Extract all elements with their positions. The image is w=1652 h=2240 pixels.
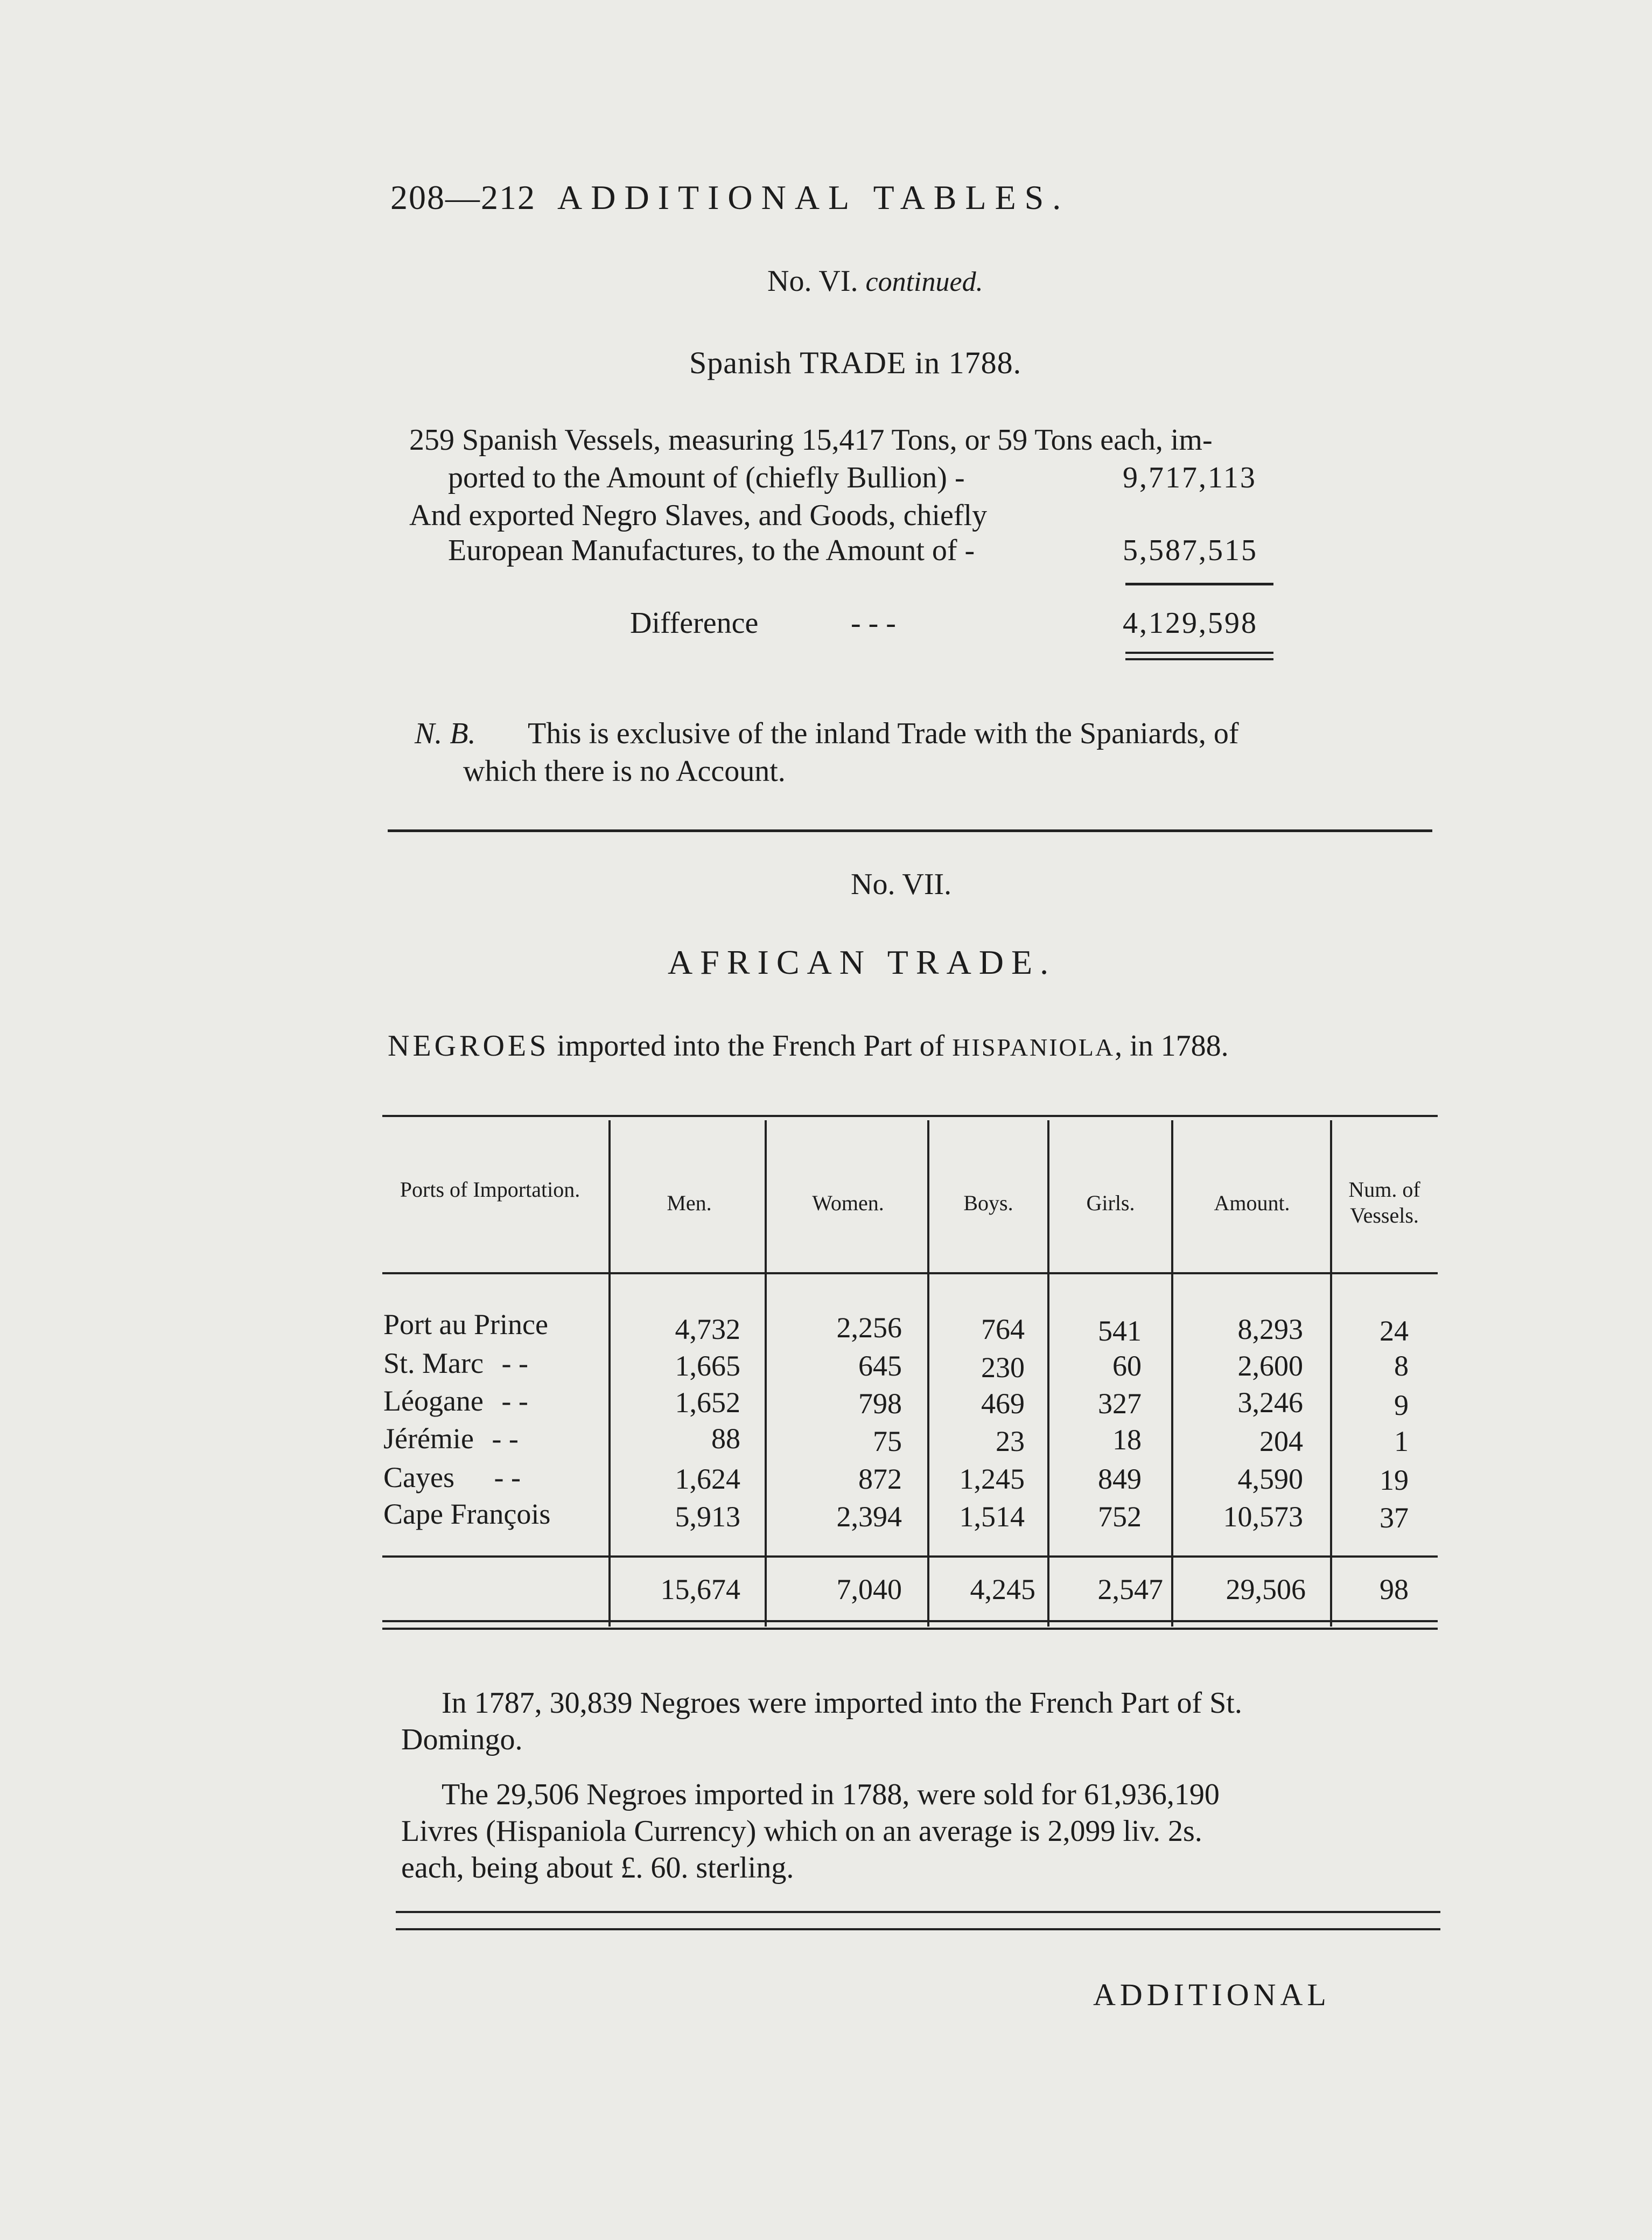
total-vessels: 98 (1380, 1573, 1409, 1606)
row-3-girls: 327 (1098, 1387, 1142, 1420)
row-6-women: 2,394 (836, 1501, 902, 1533)
table-title (388, 1029, 1229, 1063)
row-5-amount: 4,590 (1237, 1463, 1303, 1495)
page-numbers: 208—212 (390, 178, 536, 217)
difference-rule-top (1125, 583, 1273, 585)
row-3-women: 798 (858, 1387, 902, 1420)
section-separator-2a (396, 1911, 1440, 1913)
running-head-title: ADDITIONAL TABLES. (557, 178, 1070, 217)
row-5-boys: 1,245 (959, 1463, 1025, 1495)
catchword: ADDITIONAL (1093, 1977, 1331, 2012)
col-divider-3 (927, 1120, 929, 1627)
row-2-boys: 230 (981, 1351, 1025, 1384)
row-3-amount: 3,246 (1237, 1386, 1303, 1419)
col-divider-1 (608, 1120, 611, 1627)
row-6-men: 5,913 (675, 1501, 740, 1533)
row-6-port: Cape François (383, 1498, 551, 1530)
total-boys: 4,245 (970, 1573, 1035, 1606)
footnote-1-line-2: Domingo. (401, 1723, 523, 1756)
row-2-women: 645 (858, 1350, 902, 1382)
row-5-vessels: 19 (1380, 1464, 1409, 1496)
row-1-boys: 764 (981, 1313, 1025, 1345)
row-1-amount: 8,293 (1237, 1313, 1303, 1345)
running-head (390, 178, 1069, 218)
total-men: 15,674 (660, 1573, 740, 1606)
row-1-men: 4,732 (675, 1313, 740, 1345)
african-trade-title: AFRICAN TRADE. (668, 943, 1056, 981)
row-1-girls: 541 (1098, 1315, 1142, 1347)
row-3-vessels: 9 (1394, 1389, 1409, 1421)
footnote-2-line-1: The 29,506 Negroes imported in 1788, were sold for 61,936,190 (442, 1778, 1220, 1811)
difference-label: Difference (630, 606, 759, 640)
section-vi-label: No. VI. (767, 264, 858, 298)
nb-line-1: This is exclusive of the inland Trade with the Spaniards, of (528, 717, 1239, 750)
row-2-port: St. Marc - - (383, 1347, 528, 1379)
table-title-end: , in 1788. (1115, 1029, 1229, 1063)
spanish-trade-title: Spanish TRADE in 1788. (689, 345, 1022, 380)
table-total-rule (382, 1555, 1438, 1558)
footnote-1-line-1: In 1787, 30,839 Negroes were imported into the French Part of St. (442, 1686, 1242, 1720)
col-divider-6 (1330, 1120, 1332, 1627)
row-4-amount: 204 (1259, 1425, 1303, 1457)
row-5-men: 1,624 (675, 1463, 740, 1495)
table-top-rule (382, 1115, 1438, 1117)
row-2-vessels: 8 (1394, 1350, 1409, 1382)
section-separator-1 (388, 829, 1432, 832)
row-3-dashes: - - (501, 1385, 528, 1417)
row-4-men: 88 (711, 1422, 740, 1455)
total-amount: 29,506 (1226, 1573, 1306, 1606)
row-6-girls: 752 (1098, 1501, 1142, 1533)
table-bottom-rule-2 (382, 1628, 1438, 1630)
row-2-amount: 2,600 (1237, 1350, 1303, 1382)
row-2-dashes: - - (501, 1347, 528, 1379)
row-2-men: 1,665 (675, 1350, 740, 1382)
statement-line-3: And exported Negro Slaves, and Goods, chiefly (409, 499, 988, 532)
row-1-women: 2,256 (836, 1311, 902, 1344)
row-6-amount: 10,573 (1223, 1501, 1303, 1533)
header-amount: Amount. (1214, 1191, 1290, 1215)
col-divider-4 (1047, 1120, 1049, 1627)
difference-value: 4,129,598 (1123, 606, 1258, 640)
row-4-boys: 23 (996, 1425, 1025, 1457)
header-men: Men. (667, 1191, 712, 1215)
table-bottom-rule-1 (382, 1620, 1438, 1622)
table-title-caps: NEGROES (388, 1029, 550, 1063)
header-girls: Girls. (1086, 1191, 1135, 1215)
footnote-2-line-3: each, being about £. 60. sterling. (401, 1851, 794, 1885)
header-vessels: Num. of Vessels. (1348, 1177, 1420, 1227)
exports-value: 5,587,515 (1123, 534, 1258, 567)
section-separator-2b (396, 1928, 1440, 1930)
footnote-2-line-2: Livres (Hispaniola Currency) which on an average is 2,099 liv. 2s. (401, 1815, 1202, 1848)
row-4-girls: 18 (1112, 1423, 1142, 1456)
row-5-dashes: - - (494, 1461, 521, 1494)
table-header-rule (382, 1272, 1438, 1274)
row-5-girls: 849 (1098, 1463, 1142, 1495)
header-ports: Ports of Importation. (400, 1177, 580, 1202)
difference-dashes: - - - (851, 606, 896, 640)
nb-line-2: which there is no Account. (463, 755, 786, 788)
row-1-port: Port au Prince (383, 1308, 548, 1341)
row-3-men: 1,652 (675, 1386, 740, 1419)
row-3-boys: 469 (981, 1387, 1025, 1420)
row-6-vessels: 37 (1380, 1502, 1409, 1534)
header-boys: Boys. (963, 1191, 1013, 1215)
table-title-place: HISPANIOLA (952, 1034, 1115, 1061)
row-1-vessels: 24 (1380, 1315, 1409, 1347)
row-5-port: Cayes - - (383, 1461, 521, 1494)
section-vi-continued: continued. (865, 267, 983, 297)
row-4-port: Jérémie - - (383, 1422, 519, 1455)
row-3-port: Léogane - - (383, 1385, 528, 1417)
row-2-girls: 60 (1112, 1350, 1142, 1382)
header-women: Women. (812, 1191, 884, 1215)
total-girls: 2,547 (1097, 1573, 1163, 1606)
nb-label: N. B. (415, 717, 476, 750)
statement-line-2: ported to the Amount of (chiefly Bullion) - (448, 461, 965, 494)
difference-rule-bottom-1 (1125, 652, 1273, 654)
imports-value: 9,717,113 (1123, 461, 1257, 494)
section-vi-heading (767, 264, 983, 298)
row-4-dashes: - - (492, 1422, 519, 1455)
row-4-women: 75 (873, 1425, 902, 1457)
table-title-middle: imported into the French Part of (549, 1029, 953, 1063)
section-vii-label: No. VII. (851, 868, 952, 901)
row-5-women: 872 (858, 1463, 902, 1495)
difference-rule-bottom-2 (1125, 658, 1273, 660)
total-women: 7,040 (836, 1573, 902, 1606)
statement-line-1: 259 Spanish Vessels, measuring 15,417 Tons, or 59 Tons each, im- (409, 423, 1213, 457)
row-4-vessels: 1 (1394, 1425, 1409, 1457)
col-divider-5 (1171, 1120, 1173, 1627)
col-divider-2 (765, 1120, 767, 1627)
row-6-boys: 1,514 (959, 1501, 1025, 1533)
statement-line-4: European Manufactures, to the Amount of - (448, 534, 975, 567)
